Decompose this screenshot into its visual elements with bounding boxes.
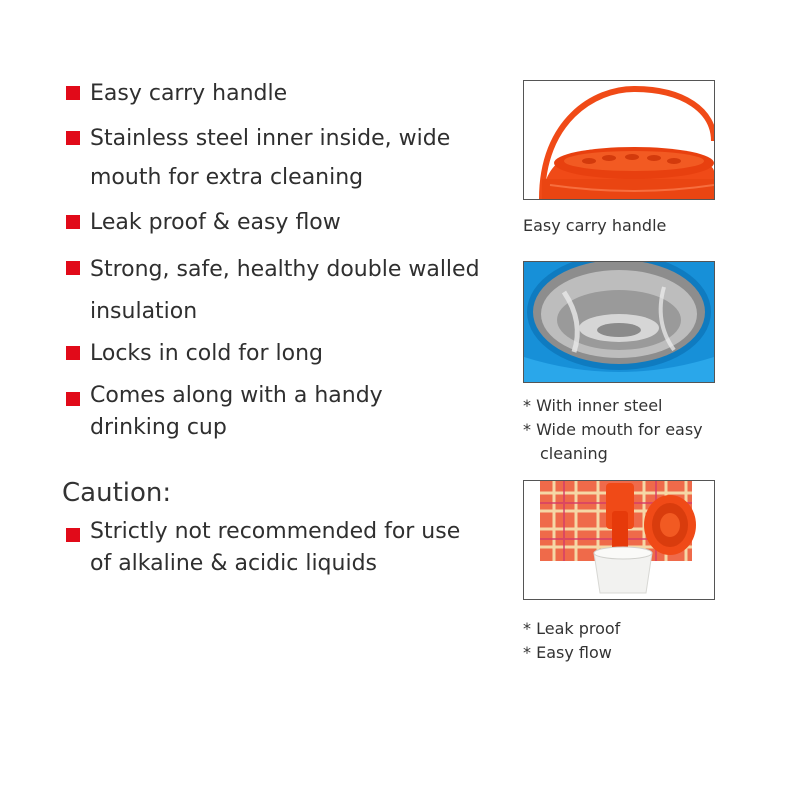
tap-photo	[523, 480, 715, 600]
bullet-square-icon	[66, 131, 80, 145]
caption-line: * With inner steel	[523, 396, 663, 415]
bullet-square-icon	[66, 528, 80, 542]
bullet-square-icon	[66, 346, 80, 360]
bullet-square-icon	[66, 392, 80, 406]
handle-caption: Easy carry handle	[523, 216, 667, 235]
tap-caption	[523, 617, 620, 665]
feature-item	[66, 207, 341, 242]
inner-steel-image	[524, 262, 714, 382]
feature-text: drinking cup	[90, 415, 227, 440]
feature-item	[66, 338, 323, 373]
feature-item	[66, 384, 383, 444]
steel-caption	[523, 394, 703, 466]
feature-text: insulation	[90, 299, 198, 324]
caption-line: * Easy flow	[523, 643, 612, 662]
feature-item	[66, 78, 287, 113]
handle-photo	[523, 80, 715, 200]
feature-text: Locks in cold for long	[90, 341, 324, 366]
feature-item	[66, 253, 480, 333]
caption-line: * Wide mouth for easy	[523, 420, 703, 439]
caution-text: of alkaline & acidic liquids	[90, 551, 377, 576]
carry-handle-image	[524, 81, 714, 199]
feature-text: Easy carry handle	[90, 81, 288, 106]
caption-line: * Leak proof	[523, 619, 621, 638]
caution-item	[66, 520, 460, 580]
feature-text: Comes along with a handy	[90, 383, 383, 408]
caution-text: Strictly not recommended for use	[90, 519, 461, 544]
bullet-square-icon	[66, 86, 80, 100]
feature-text: mouth for extra cleaning	[90, 165, 364, 190]
inner-steel-photo	[523, 261, 715, 383]
feature-item	[66, 123, 450, 197]
feature-text: Leak proof & easy flow	[90, 210, 341, 235]
feature-text: Strong, safe, healthy double walled	[90, 257, 480, 282]
caption-line: cleaning	[540, 444, 608, 463]
feature-text: Stainless steel inner inside, wide	[90, 126, 451, 151]
tap-image	[524, 481, 714, 599]
bullet-square-icon	[66, 261, 80, 275]
caution-heading: Caution:	[62, 478, 172, 508]
bullet-square-icon	[66, 215, 80, 229]
